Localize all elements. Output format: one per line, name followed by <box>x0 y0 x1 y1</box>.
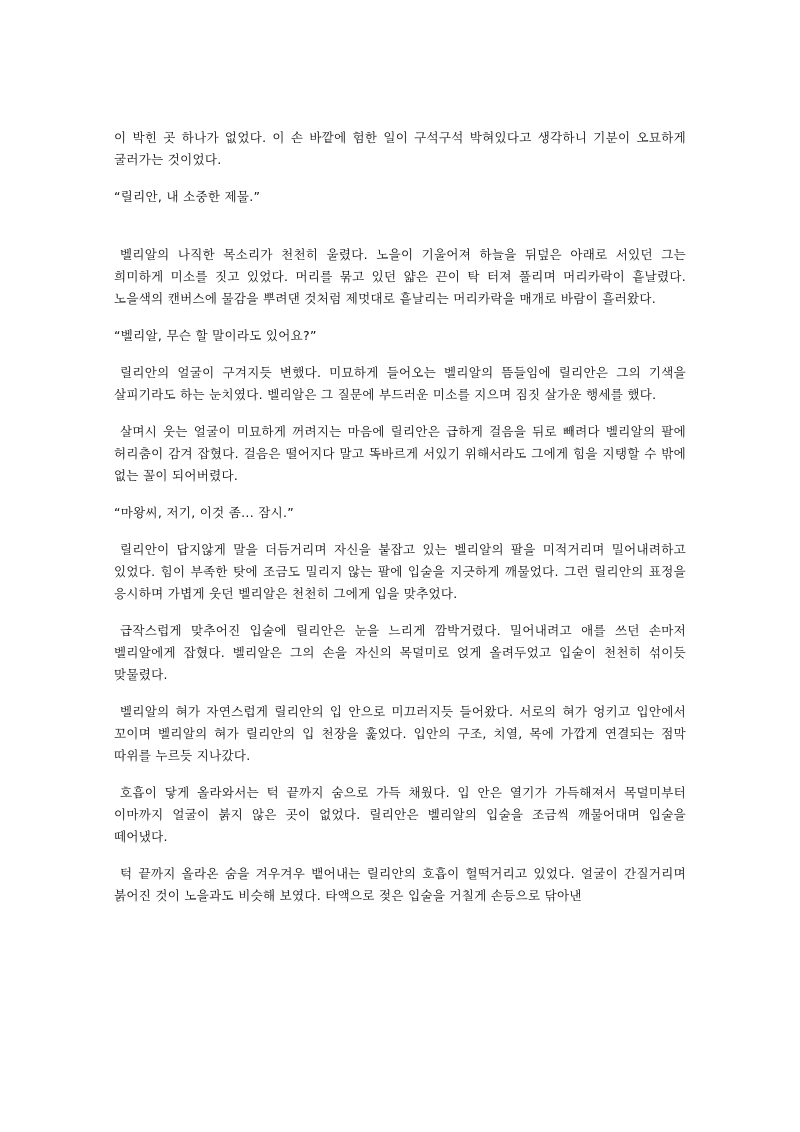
dialogue-3: “마왕씨, 저기, 이것 좀... 잠시.” <box>114 505 295 520</box>
paragraph-6: 살며시 웃는 얼굴이 미묘하게 꺼려지는 마음에 릴리안은 급하게 걸음을 뒤로 빼려다 벨리알의 팔에 허리춤이 감겨 잡혔다. 걸음은 떨어지다 말고 똑바르게 서있기 위해서라도 그에게 힘을 지탱할 수 밖에 없는 꼴이 되어버렸다. <box>114 424 686 483</box>
paragraph-11: 호흡이 닿게 올라와서는 턱 끝까지 숨으로 가득 채웠다. 입 안은 열기가 가득해져서 목덜미부터 이마까지 얼굴이 붉지 않은 곳이 없었다. 릴리안은 벨리알의 입술을 조금씩 깨물어대며 입술을 떼어냈다. <box>114 785 686 844</box>
dialogue-2: “벨리알, 무슨 할 말이라도 있어요?” <box>114 328 317 343</box>
document-page <box>114 127 686 922</box>
dialogue-1: “릴리안, 내 소중한 제물.” <box>114 189 261 204</box>
paragraph-8: 릴리안이 답지않게 말을 더듬거리며 자신을 붙잡고 있는 벨리알의 팔을 미적거리며 밀어내려하고 있었다. 힘이 부족한 탓에 조금도 밀리지 않는 팔에 입술을 지긋하게 깨물었다. 그런 릴리안의 표정을 응시하며 가볍게 웃던 벨리알은 천천히 그에게 입을 맞추었다. <box>114 542 686 601</box>
paragraph-9: 급작스럽게 맞추어진 입술에 릴리안은 눈을 느리게 깜박거렸다. 밀어내려고 애를 쓰던 손마저 벨리알에게 잡혔다. 벨리알은 그의 손을 자신의 목덜미로 얹게 올려두었고 입술이 천천히 섞이듯 맞물렸다. <box>114 623 686 682</box>
paragraph-5: 릴리안의 얼굴이 구겨지듯 변했다. 미묘하게 들어오는 벨리알의 뜸들임에 릴리안은 그의 기색을 살피기라도 하는 눈치였다. 벨리알은 그 질문에 부드러운 미소를 지으며 짐짓 살가운 행세를 했다. <box>114 365 686 402</box>
paragraph-10: 벨리알의 혀가 자연스럽게 릴리안의 입 안으로 미끄러지듯 들어왔다. 서로의 혀가 엉키고 입안에서 꼬이며 벨리알의 혀가 릴리안의 입 천장을 훑었다. 입안의 구조, 치열, 목에 가깝게 연결되는 점막 따위를 누르듯 지나갔다. <box>114 704 686 763</box>
paragraph-12: 턱 끝까지 올라온 숨을 겨우겨우 뱉어내는 릴리안의 호흡이 헐떡거리고 있었다. 얼굴이 간질거리며 붉어진 것이 노을과도 비슷해 보였다. 타액으로 젖은 입술을 거칠게 손등으로 닦아낸 <box>114 866 686 903</box>
paragraph-3: 벨리알의 나직한 목소리가 천천히 울렸다. 노을이 기울어져 하늘을 뒤덮은 아래로 서있던 그는 희미하게 미소를 짓고 있었다. 머리를 묶고 있던 얇은 끈이 탁 터져 풀리며 머리카락이 흩날렸다. 노을색의 캔버스에 물감을 뿌려댄 것처럼 제멋대로 흩날리는 머리카락을 매개로 바람이 흘러왔다. <box>114 247 686 306</box>
paragraph-1: 이 박힌 곳 하나가 없었다. 이 손 바깥에 험한 일이 구석구석 박혀있다고 생각하니 기분이 오묘하게 굴러가는 것이었다. <box>114 130 686 167</box>
